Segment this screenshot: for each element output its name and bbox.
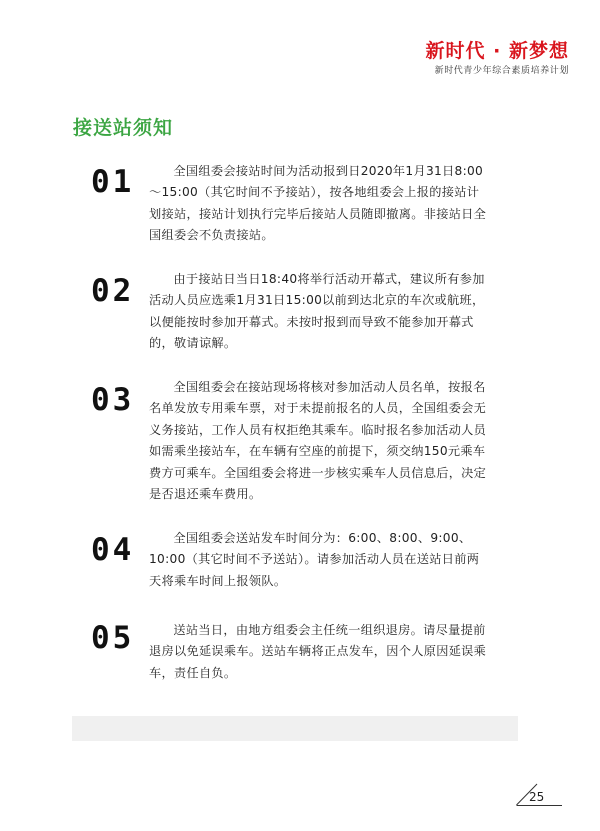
item-text: 全国组委会接站时间为活动报到日2020年1月31日8:00～15:00（其它时间不予接站），按各地组委会上报的接站计划接站，接站计划执行完毕后接站人员随即撤离。非接站日全国组委会不负责接站。 — [149, 164, 487, 243]
item-text: 全国组委会送站发车时间分为：6:00、8:00、9:00、10:00（其它时间不予送站）。请参加活动人员在送站日前两天将乘车时间上报领队。 — [149, 531, 480, 588]
page-number: 25 — [529, 790, 545, 804]
page-number-block — [516, 782, 562, 806]
brand-subtitle: 新时代青少年综合素质培养计划 — [434, 66, 569, 76]
item-number: 01 — [91, 164, 135, 200]
brand-title: 新时代 · 新梦想 — [425, 40, 569, 62]
item-number: 03 — [91, 382, 135, 418]
item-number: 05 — [91, 620, 135, 656]
footer-gray-band — [72, 716, 518, 741]
item-text: 送站当日，由地方组委会主任统一组织退房。请尽量提前退房以免延误乘车。送站车辆将正点发车，因个人原因延误乘车，责任自负。 — [149, 623, 487, 680]
item-text: 全国组委会在接站现场将核对参加活动人员名单，按报名名单发放专用乘车票，对于未提前报名的人员，全国组委会无义务接站，工作人员有权拒绝其乘车。临时报名参加活动人员如需乘坐接站车，在车辆有空座的前提下，须交纳150元乘车费方可乘车。全国组委会将进一步核实乘车人员信息后，决定是否退还乘车费用。 — [149, 380, 487, 502]
item-text: 由于接站日当日18:40将举行活动开幕式，建议所有参加活动人员应选乘1月31日15:00以前到达北京的车次或航班，以便能按时参加开幕式。未按时报到而导致不能参加开幕式的，敬请谅解。 — [149, 272, 485, 351]
brand-header — [426, 40, 569, 77]
item-number: 02 — [91, 273, 135, 309]
section-title: 接送站须知 — [73, 117, 174, 139]
item-number: 04 — [91, 532, 135, 568]
